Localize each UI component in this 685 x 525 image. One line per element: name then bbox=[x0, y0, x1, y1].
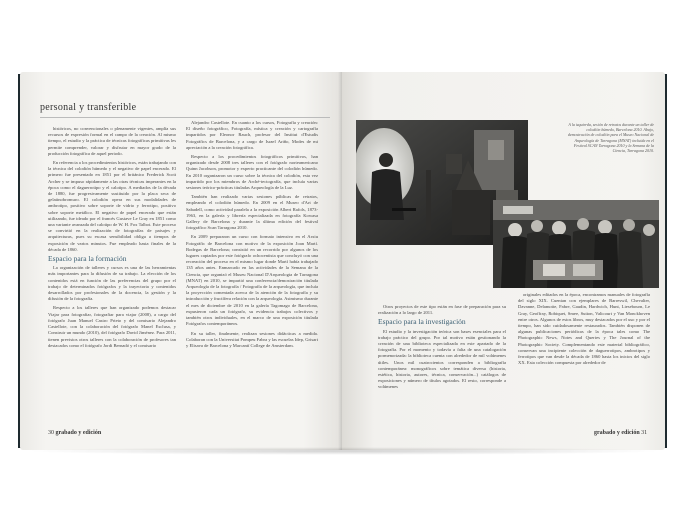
folio-left: 30 bbox=[48, 430, 54, 436]
paragraph: En 2009 prepararon un curso con formato intensivo en el Arxiu Fotogràfic de Barcelona con motivo de la exposición Joan Martí. Bodegas de Barcelona; consistió en un recorrido por algunos de los lugares captados por este fotógrafo ochocentista que concluyó con una recreación del proceso en el mismo lugar donde Martí había trabajado 135 años antes. Enmarcado en las actividades de la Semana de la Ciencia, que organizó el Museu Nacional D'Arqueologia de Tarragona (MNAT) en 2010, se impartió una conferencia/demostración titulada Arqueología de la fotografía / Fotografía de la arqueología, que incluía la proyección comentada acerca de la atención de la fotografía y su introducción y fructífera relación con la arqueología. Asimismo durante el mes de diciembre de 2010 en la galería Tagomago de Barcelona, expusieron cada un fotógrafo, su evidencia trabajos colectivos y también otros individuales, en el marco de una exposición titulada Fotógrafos contemporáneos. bbox=[186, 234, 318, 327]
right-page bbox=[342, 72, 665, 450]
publication-name-left: grabado y edición bbox=[55, 430, 102, 436]
paragraph: históricos, no convencionales o plenamente vigentes, amplía sus recursos de expresión formal en el campo de la creación. Al mismo tiempo, el estudio y la práctica de técnicas fotográficas primitivas les permite comprender, valorar y disfrutar en mayor grado de la producción fotográfica de aquel periodo. bbox=[48, 126, 176, 156]
left-page bbox=[20, 72, 342, 450]
paragraph: La organización de talleres y cursos es una de las herramientas más importantes para la difusión de su trabajo. La elección de los contenidos está en función de las preferencias del grupo por el trabajo de determinados fotógrafos y la trayectoria y contenidos desarrollados por profesionales de la docencia, la gestión y la difusión de la fotografía. bbox=[48, 265, 176, 302]
section-title: personal y transferible bbox=[40, 102, 137, 113]
photo-demonstration-group bbox=[493, 200, 659, 288]
right-column-1 bbox=[378, 304, 506, 424]
paragraph: Otros proyectos de este tipo están en fase de preparación para su realización a lo largo de 2011. bbox=[378, 304, 506, 316]
book-shadow bbox=[24, 447, 664, 455]
heading-formacion: Espacio para la formación bbox=[48, 254, 127, 264]
title-rule bbox=[40, 117, 330, 118]
paragraph: originales editados en la época, encontramos manuales de fotografía del siglo XIX. Cuentan con ejemplares de Barreswil, Chevalier, Davanne, Delamotte, Fabre, Gaudin, Hardwich, Hunt, Liesebourn, Le Gray, Geoffray, Robiquet, Smee, Sutton, Valicourt y Van Monckhoven entre otros. Algunos de estos libros, muy destacados por el uso y por el tiempo, han sido cuidadosamente restaurados. También disponen de algunas publicaciones periódicas de la época tales como The Photographic News, Notes and Queries y The Journal of the Photographic Society. Complementando este material bibliográfico, conservan una incipiente colección de daguerrotipos, ambrotipos y ferrotipos que van desde la década de 1860 hasta los inicios del siglo XX. Esta colección compuesta por alrededor de bbox=[518, 292, 650, 366]
heading-investigacion: Espacio para la investigación bbox=[378, 317, 466, 327]
paragraph: También han realizado varias sesiones públicas de retratos, empleando el colodión húmedo. En 2009 en el Museo d'Art de Sabadell, como actividad paralela a la exposición Albert Rafols, 1873-1963, en la galería y librería especializada en fotografía Kowasa Gallery de Barcelona y durante la última edición del festival fotográfico Scan Tarragona 2010. bbox=[186, 194, 318, 231]
right-footer bbox=[594, 430, 647, 436]
folio-right: 31 bbox=[641, 430, 648, 436]
paragraph: El estudio y la investigación teórica son bases esenciales para el trabajo práctico del grupo. Por tal motivo están gestionando la creación de una biblioteca especializada en este apartado de la fotografía. Por el momento y todavía a falta de una catalogación pormenorizada: la biblioteca cuenta con alrededor de mil volúmenes útiles. Unos mil cuatrocientos corresponden a bibliografía contemporánea: monográficos sobre temática diversa (historia, estética, historia, autores, técnica, conservación...) catálogos de exposiciones y número de títulos agotados. El resto, corresponde a volúmenes bbox=[378, 328, 506, 390]
photo-icon bbox=[493, 200, 659, 288]
left-column-2 bbox=[186, 120, 318, 422]
paragraph: Alejandro Castellote. En cuanto a los cursos, Fotografía y creación: El diseño fotográfico, Fotografía, mística y creación y cartografía impartidos por Eleonor Rauch, profesor del Institut d'Estudis Fotogràfics de Barcelona, y a cargo de Israel Ariño, Modes de mi apreciación a la creación fotográfica. bbox=[186, 120, 318, 150]
left-footer bbox=[48, 430, 101, 436]
right-column-2 bbox=[518, 292, 650, 424]
left-column-1 bbox=[48, 126, 176, 422]
paragraph: Respecto a los talleres que han organizado podemos destacar Viajar para fotografiar, fotografiar para viajar (2008), a cargo del fotógrafo Juan Manuel Castro Prieto y del comisario Alejandro Castellote, con la colaboración del fotógrafo Manel Esclusa, y Construir un mundo (2010), del fotógrafo David Jiménez. Para 2011, tienen previstos otros talleres con la colaboración de profesores tan destacados como el fotógrafo Jordi Bernadó y el comisario bbox=[48, 305, 176, 348]
paragraph: Respecto a los procedimientos fotográficos primitivos, han organizado desde 2008 tres talleres con el fotógrafo norteamericano Quinn Jacobson, promotor y experto practicante del colodión húmedo. En 2010 organizaron un curso sobre la técnica del colodión, esta vez impartido por los miembros de Arché-tectografía, que incluía varias sesiones teórico-prácticas tituladas Arqueología de la Luz. bbox=[186, 154, 318, 191]
paragraph: En su taller, finalmente, realizan sesiones didácticas a medida. Colaboran con la Universitat Pompeu Fabra y las escuelas Idep, Grisart y Elisava de Barcelona y Marcantí College de Amsterdam. bbox=[186, 330, 318, 348]
photo-caption: A la izquierda, sesión de retratos durante un taller de colodión húmedo, Barcelona 2010. Abajo, demostración de colodión para el Museo Nacional de Arqueología de Tarragona (MNAT) incluida en el Festival SCAN Tarragona 2010 y la Semana de la Ciencia, Tarragona 2010. bbox=[567, 122, 654, 154]
paragraph: En referencia a los procedimientos históricos, están trabajando con la técnica del colodión húmedo y el negativo de papel encerado. El primero fue presentado en 1851 por el británico Frederick Scott Archer y se impuso rápidamente a las otras técnicas imperantes en la época como el daguerrotipo y el calotipo. A mediados de la década de 1880, fue progresivamente sustituido por la placa seca de gelatinobromuro. El colodión opera en sus modalidades de ambrotipo, positivo sobre soporte de vidrio y ferrotipo, positivo sobre soporte metálico. El negativo de papel encerado que están utilizando, fue ideado por el francés Gustave Le Gray en 1851 como una variante avanzada del calotipo de W. H. Fox Talbot. Este proceso se convirtió en la realización de fotografías de paisajes y arquitecturas, pues su escasa sensibilidad obliga a tiempos de exposición de varios minutos. Fue empleado hasta finales de la década de 1860. bbox=[48, 160, 176, 252]
publication-name-right: grabado y edición bbox=[594, 430, 640, 436]
